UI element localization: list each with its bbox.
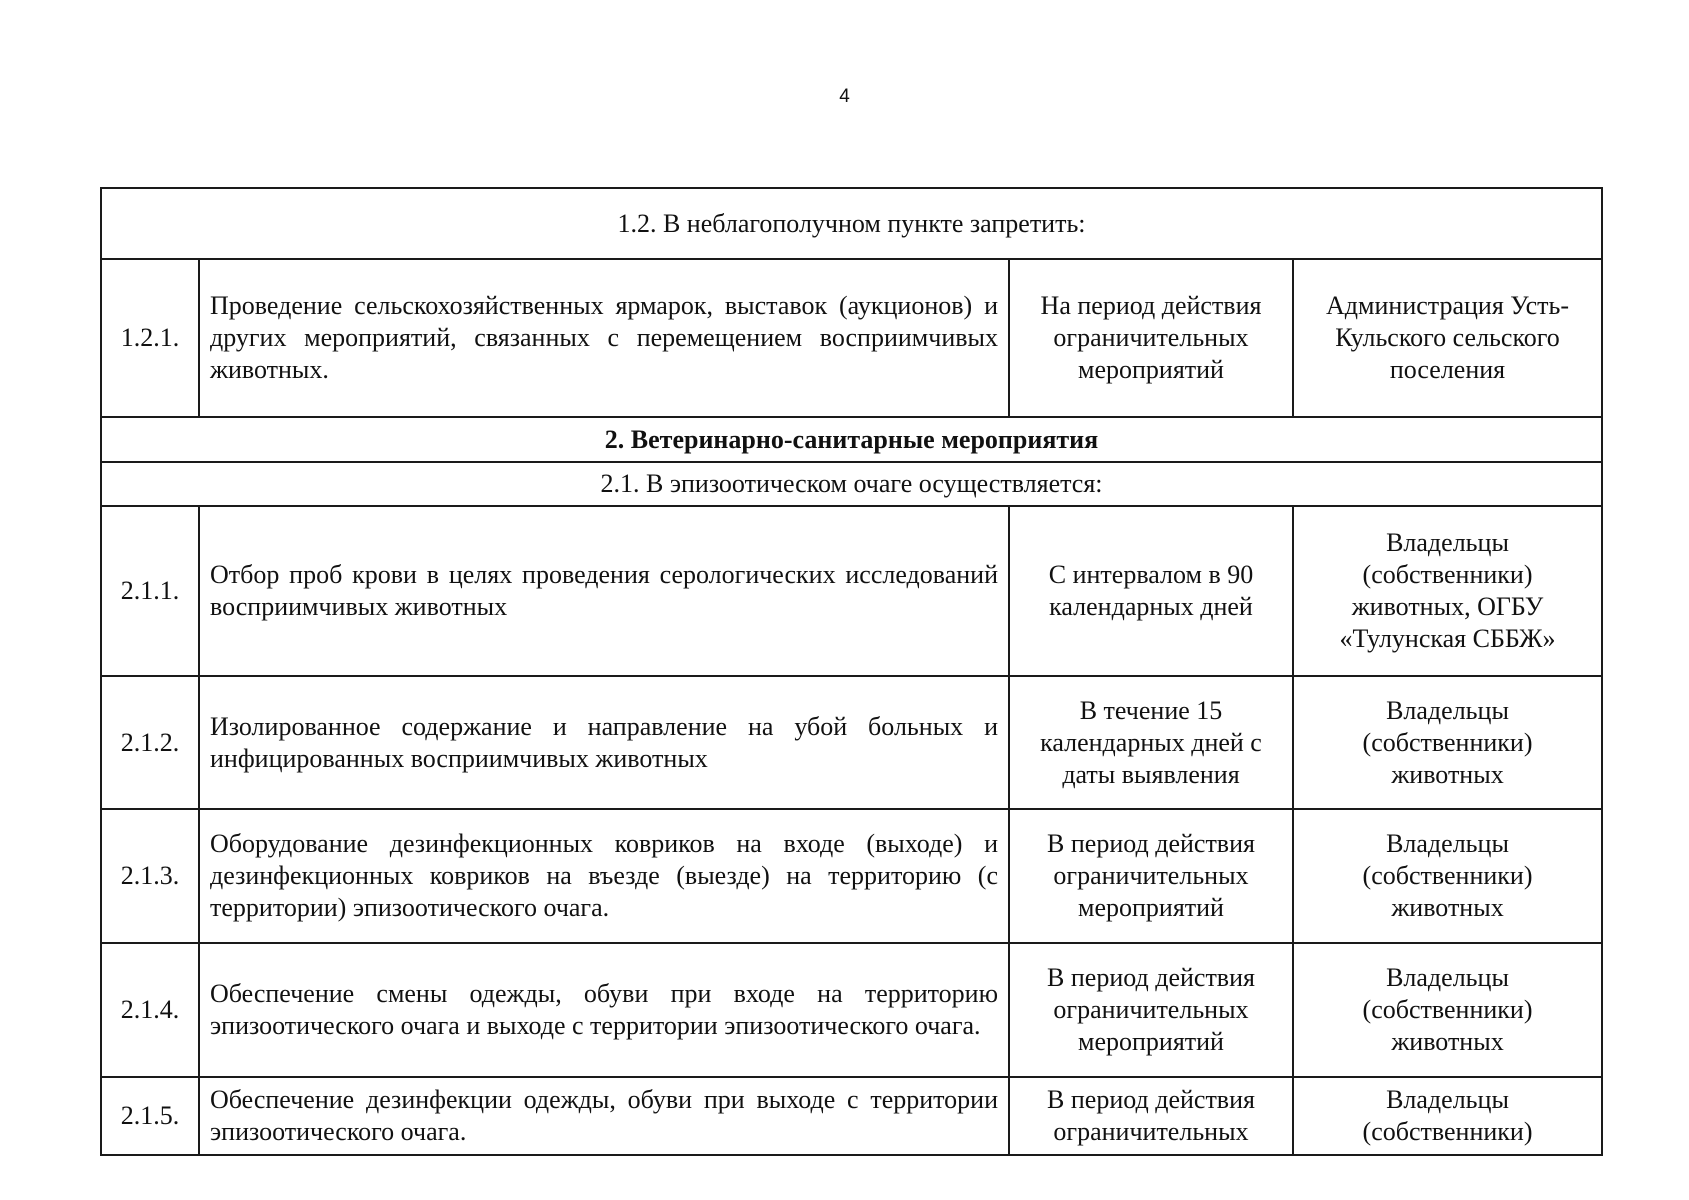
item-number: 2.1.1. (101, 506, 199, 676)
measure-text: Оборудование дезинфекционных ковриков на входе (выходе) и дезинфекционных ковриков на въезде (выезде) на территорию (с территории) эпизоотического очага. (199, 809, 1009, 943)
deadline-cell: На период действия ограничительных мероприятий (1009, 259, 1293, 417)
responsible-cell: Владельцы (собственники) животных (1293, 676, 1602, 809)
deadline-cell: В период действия ограничительных мероприятий (1009, 943, 1293, 1077)
deadline-cell: С интервалом в 90 календарных дней (1009, 506, 1293, 676)
responsible-cell: Владельцы (собственники) (1293, 1077, 1602, 1155)
measure-text: Обеспечение смены одежды, обуви при входе на территорию эпизоотического очага и выходе с территории эпизоотического очага. (199, 943, 1009, 1077)
page-number: 4 (839, 86, 850, 107)
deadline-cell: В период действия ограничительных мероприятий (1009, 809, 1293, 943)
deadline-cell: В течение 15 календарных дней с даты выявления (1009, 676, 1293, 809)
table-row (101, 188, 1602, 259)
responsible-cell: Владельцы (собственники) животных, ОГБУ «Тулунская СББЖ» (1293, 506, 1602, 676)
responsible-cell: Администрация Усть-Кульского сельского поселения (1293, 259, 1602, 417)
table-row (101, 943, 1602, 1077)
section-heading-2: 2. Ветеринарно-санитарные мероприятия (101, 417, 1602, 462)
measure-text: Изолированное содержание и направление на убой больных и инфицированных восприимчивых животных (199, 676, 1009, 809)
table-row (101, 259, 1602, 417)
table-row (101, 417, 1602, 462)
item-number: 2.1.5. (101, 1077, 199, 1155)
measure-text: Отбор проб крови в целях проведения серологических исследований восприимчивых животных (199, 506, 1009, 676)
item-number: 1.2.1. (101, 259, 199, 417)
measure-text: Проведение сельскохозяйственных ярмарок, выставок (аукционов) и других мероприятий, связанных с перемещением восприимчивых животных. (199, 259, 1009, 417)
responsible-cell: Владельцы (собственники) животных (1293, 943, 1602, 1077)
measures-table (100, 187, 1603, 1156)
table-row (101, 462, 1602, 506)
deadline-cell: В период действия ограничительных (1009, 1077, 1293, 1155)
subsection-heading-1-2: 1.2. В неблагополучном пункте запретить: (101, 188, 1602, 259)
measure-text: Обеспечение дезинфекции одежды, обуви при выходе с территории эпизоотического очага. (199, 1077, 1009, 1155)
table-row (101, 676, 1602, 809)
table-row (101, 809, 1602, 943)
subsection-heading-2-1: 2.1. В эпизоотическом очаге осуществляется: (101, 462, 1602, 506)
item-number: 2.1.3. (101, 809, 199, 943)
table-row (101, 1077, 1602, 1155)
item-number: 2.1.2. (101, 676, 199, 809)
table-row (101, 506, 1602, 676)
item-number: 2.1.4. (101, 943, 199, 1077)
responsible-cell: Владельцы (собственники) животных (1293, 809, 1602, 943)
